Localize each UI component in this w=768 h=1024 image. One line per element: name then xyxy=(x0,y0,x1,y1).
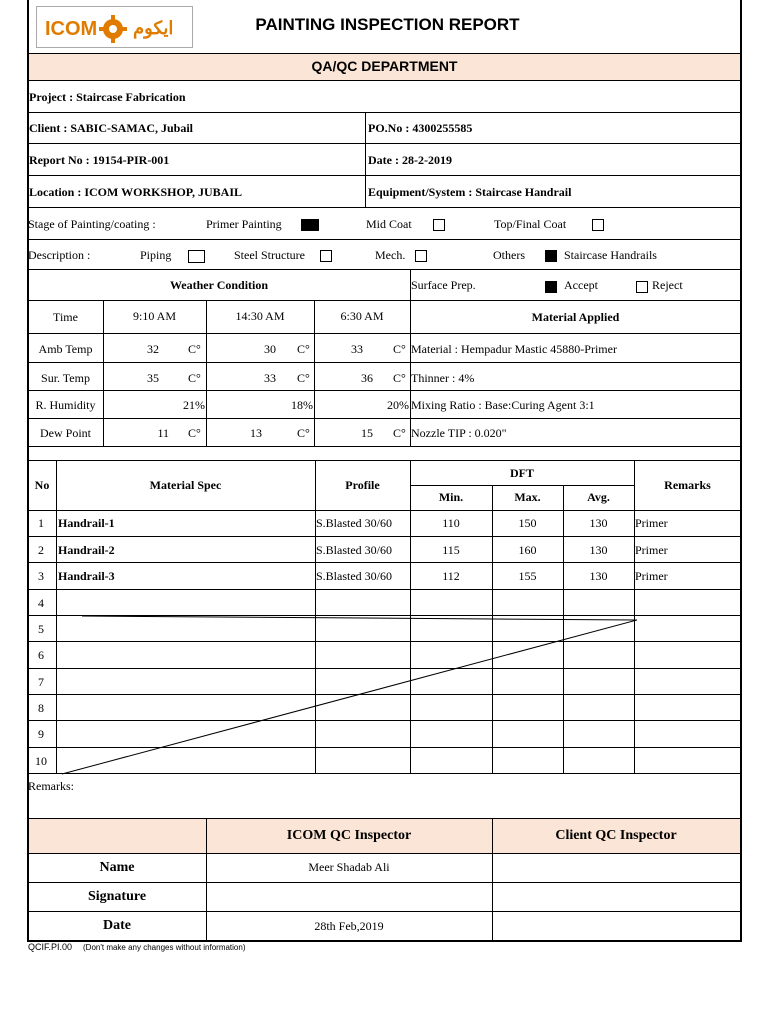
material-line: Material : Hempadur Mastic 45880-Primer xyxy=(411,342,617,356)
unit-label: C° xyxy=(297,371,310,385)
weather-row-label: Amb Temp xyxy=(38,342,93,356)
weather-value: 35 xyxy=(147,371,159,385)
unit-label: C° xyxy=(297,426,310,440)
description-label: Description : xyxy=(28,248,91,262)
weather-value: 30 xyxy=(264,342,276,356)
row-no: 4 xyxy=(38,596,44,610)
client-field: Client : SABIC-SAMAC, Jubail xyxy=(29,121,194,135)
weather-value: 32 xyxy=(147,342,159,356)
row-remarks: Primer xyxy=(635,543,668,557)
client-inspector-header: Client QC Inspector xyxy=(555,828,677,843)
row-min: 112 xyxy=(442,569,460,583)
row-avg: 130 xyxy=(589,543,608,557)
logo-text-ar: ايكوم xyxy=(133,18,174,38)
department-title: QA/QC DEPARTMENT xyxy=(311,58,458,74)
time-2: 14:30 AM xyxy=(235,309,285,323)
stage-primer-label: Primer Painting xyxy=(206,217,282,231)
surface-prep-label: Surface Prep. xyxy=(411,278,476,292)
report-title: PAINTING INSPECTION REPORT xyxy=(255,15,520,34)
weather-value: 18% xyxy=(291,398,313,412)
weather-value: 13 xyxy=(250,426,262,440)
weather-row-label: Sur. Temp xyxy=(41,371,90,385)
time-label: Time xyxy=(53,310,78,324)
unit-label: C° xyxy=(188,426,201,440)
date-label: Date xyxy=(103,918,131,933)
weather-value: 33 xyxy=(351,342,363,356)
thinner-line: Thinner : 4% xyxy=(411,371,475,385)
weather-title: Weather Condition xyxy=(169,278,269,292)
weather-value: 11 xyxy=(157,426,169,440)
icom-date: 28th Feb,2019 xyxy=(314,919,384,933)
project-field: Project : Staircase Fabrication xyxy=(29,90,186,104)
row-spec: Handrail-1 xyxy=(58,516,115,530)
row-avg: 130 xyxy=(589,569,608,583)
col-dft-max: Max. xyxy=(514,490,541,504)
row-max: 150 xyxy=(518,516,537,530)
weather-value: 15 xyxy=(361,426,373,440)
unit-label: C° xyxy=(393,371,406,385)
unit-label: C° xyxy=(188,342,201,356)
unit-label: C° xyxy=(188,371,201,385)
row-no: 1 xyxy=(38,516,44,530)
weather-row-label: Dew Point xyxy=(40,426,91,440)
icom-inspector-header: ICOM QC Inspector xyxy=(286,828,412,843)
mixing-ratio-line: Mixing Ratio : Base:Curing Agent 3:1 xyxy=(411,398,595,412)
col-dft: DFT xyxy=(510,466,534,480)
stage-topcoat-label: Top/Final Coat xyxy=(494,217,567,231)
report-number-field: Report No : 19154-PIR-001 xyxy=(29,153,170,167)
desc-others-label: Others xyxy=(493,248,525,262)
stage-midcoat-label: Mid Coat xyxy=(366,217,412,231)
row-no: 10 xyxy=(35,754,47,768)
col-dft-min: Min. xyxy=(438,490,464,504)
desc-others-text: Staircase Handrails xyxy=(564,248,657,262)
time-3: 6:30 AM xyxy=(340,309,384,323)
row-no: 8 xyxy=(38,701,44,715)
date-field: Date : 28-2-2019 xyxy=(368,153,452,167)
row-min: 110 xyxy=(442,516,460,530)
surface-accept-label: Accept xyxy=(564,278,598,292)
row-remarks: Primer xyxy=(635,516,668,530)
row-profile: S.Blasted 30/60 xyxy=(316,516,393,530)
row-no: 3 xyxy=(38,569,44,583)
nozzle-tip-line: Nozzle TIP : 0.020" xyxy=(411,426,507,440)
row-max: 155 xyxy=(518,569,537,583)
weather-row-label: R. Humidity xyxy=(35,398,96,412)
row-remarks: Primer xyxy=(635,569,668,583)
icom-name: Meer Shadab Ali xyxy=(308,860,390,874)
col-material-spec: Material Spec xyxy=(149,478,222,492)
logo-text-en: ICOM xyxy=(45,18,98,40)
row-no: 2 xyxy=(38,543,44,557)
material-applied-title: Material Applied xyxy=(531,310,620,324)
row-profile: S.Blasted 30/60 xyxy=(316,543,393,557)
row-avg: 130 xyxy=(589,516,608,530)
name-label: Name xyxy=(99,860,135,875)
equipment-field: Equipment/System : Staircase Handrail xyxy=(368,185,572,199)
remarks-label: Remarks: xyxy=(28,779,74,793)
unit-label: C° xyxy=(393,342,406,356)
row-spec: Handrail-3 xyxy=(58,569,115,583)
row-min: 115 xyxy=(442,543,460,557)
weather-value: 36 xyxy=(361,371,373,385)
col-dft-avg: Avg. xyxy=(587,490,610,504)
location-field: Location : ICOM WORKSHOP, JUBAIL xyxy=(29,185,243,199)
desc-piping-label: Piping xyxy=(140,248,172,262)
col-no: No xyxy=(34,478,50,492)
row-no: 7 xyxy=(38,675,44,689)
row-max: 160 xyxy=(518,543,537,557)
col-remarks: Remarks xyxy=(664,478,711,492)
row-no: 6 xyxy=(38,648,44,662)
unit-label: C° xyxy=(393,426,406,440)
row-spec: Handrail-2 xyxy=(58,543,115,557)
stage-label: Stage of Painting/coating : xyxy=(28,217,156,231)
weather-value: 33 xyxy=(264,371,276,385)
desc-mech-label: Mech. xyxy=(375,248,406,262)
weather-value: 20% xyxy=(387,398,409,412)
row-no: 5 xyxy=(38,622,44,636)
signature-label: Signature xyxy=(87,889,147,904)
desc-steel-label: Steel Structure xyxy=(234,248,305,262)
row-no: 9 xyxy=(38,727,44,741)
po-number-field: PO.No : 4300255585 xyxy=(368,121,473,135)
weather-value: 21% xyxy=(183,398,205,412)
col-profile: Profile xyxy=(345,478,380,492)
time-1: 9:10 AM xyxy=(132,309,176,323)
form-note: (Don't make any changes without information) xyxy=(83,943,246,952)
row-profile: S.Blasted 30/60 xyxy=(316,569,393,583)
form-code: QCIF.PI.00 xyxy=(28,942,73,952)
surface-reject-label: Reject xyxy=(652,278,683,292)
unit-label: C° xyxy=(297,342,310,356)
